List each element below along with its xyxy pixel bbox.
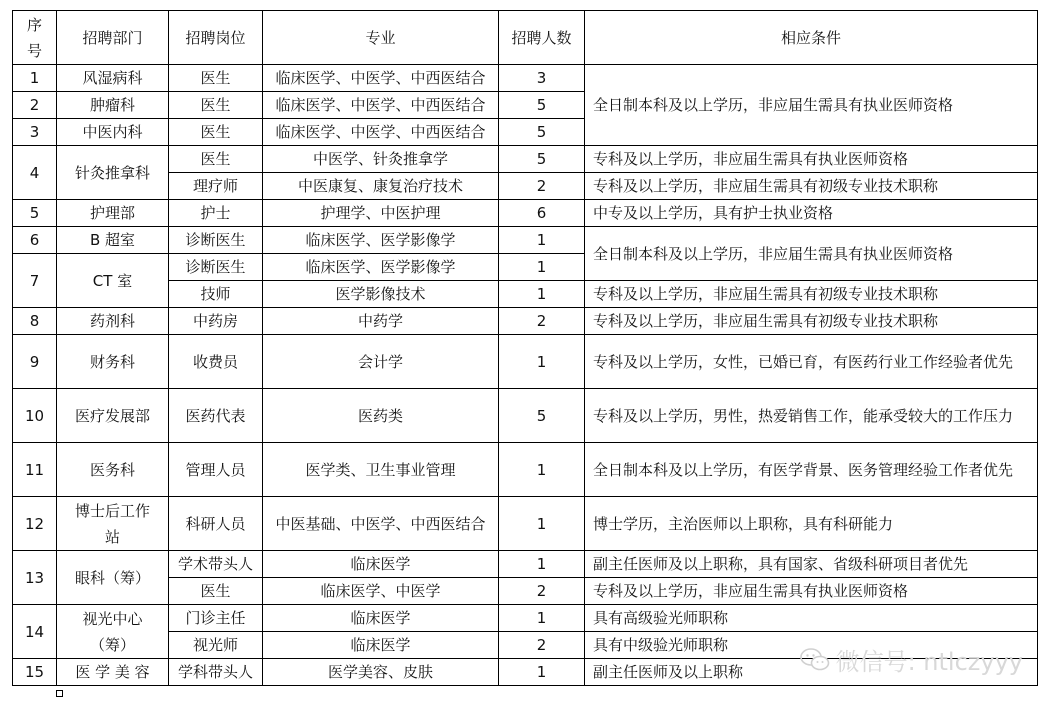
cell-major: 中医康复、康复治疗技术 bbox=[263, 173, 499, 200]
cell-count: 2 bbox=[499, 173, 585, 200]
cell-major: 临床医学 bbox=[263, 605, 499, 632]
cell-conditions: 副主任医师及以上职称 bbox=[585, 659, 1038, 686]
cell-post: 收费员 bbox=[169, 335, 263, 389]
table-row bbox=[13, 551, 1038, 578]
cell-conditions: 全日制本科及以上学历，非应届生需具有执业医师资格 bbox=[585, 65, 1038, 146]
cell-post: 管理人员 bbox=[169, 443, 263, 497]
cell-count: 1 bbox=[499, 497, 585, 551]
cell-dept: 医疗发展部 bbox=[57, 389, 169, 443]
cell-post: 门诊主任 bbox=[169, 605, 263, 632]
cell-seq: 10 bbox=[13, 389, 57, 443]
cell-major: 中医学、针灸推拿学 bbox=[263, 146, 499, 173]
cell-major: 临床医学、中医学、中西医结合 bbox=[263, 92, 499, 119]
cell-dept: 医 学 美 容 bbox=[57, 659, 169, 686]
cell-count: 1 bbox=[499, 227, 585, 254]
header-dept: 招聘部门 bbox=[57, 11, 169, 65]
cell-count: 5 bbox=[499, 92, 585, 119]
cell-conditions: 专科及以上学历，非应届生需具有执业医师资格 bbox=[585, 578, 1038, 605]
cell-post: 医生 bbox=[169, 146, 263, 173]
cell-post: 科研人员 bbox=[169, 497, 263, 551]
cell-dept: 药剂科 bbox=[57, 308, 169, 335]
table-resize-handle[interactable] bbox=[56, 690, 63, 697]
header-seq: 序号 bbox=[13, 11, 57, 65]
cell-seq: 2 bbox=[13, 92, 57, 119]
header-count: 招聘人数 bbox=[499, 11, 585, 65]
cell-post: 学术带头人 bbox=[169, 551, 263, 578]
table-row bbox=[13, 200, 1038, 227]
cell-post: 医生 bbox=[169, 578, 263, 605]
cell-post: 医生 bbox=[169, 119, 263, 146]
cell-dept: CT 室 bbox=[57, 254, 169, 308]
cell-conditions: 中专及以上学历，具有护士执业资格 bbox=[585, 200, 1038, 227]
cell-seq: 6 bbox=[13, 227, 57, 254]
cell-post: 医生 bbox=[169, 92, 263, 119]
cell-major: 医药类 bbox=[263, 389, 499, 443]
cell-conditions: 具有中级验光师职称 bbox=[585, 632, 1038, 659]
cell-count: 2 bbox=[499, 578, 585, 605]
cell-major: 临床医学、医学影像学 bbox=[263, 227, 499, 254]
cell-seq: 7 bbox=[13, 254, 57, 308]
cell-major: 临床医学 bbox=[263, 632, 499, 659]
header-major: 专业 bbox=[263, 11, 499, 65]
cell-seq: 14 bbox=[13, 605, 57, 659]
cell-dept: 针灸推拿科 bbox=[57, 146, 169, 200]
cell-major: 医学美容、皮肤 bbox=[263, 659, 499, 686]
cell-count: 1 bbox=[499, 551, 585, 578]
cell-post: 诊断医生 bbox=[169, 254, 263, 281]
cell-major: 临床医学、中医学、中西医结合 bbox=[263, 119, 499, 146]
cell-count: 6 bbox=[499, 200, 585, 227]
cell-count: 1 bbox=[499, 281, 585, 308]
cell-count: 5 bbox=[499, 119, 585, 146]
cell-post: 学科带头人 bbox=[169, 659, 263, 686]
table-row bbox=[13, 308, 1038, 335]
cell-count: 3 bbox=[499, 65, 585, 92]
cell-seq: 9 bbox=[13, 335, 57, 389]
cell-dept: 肿瘤科 bbox=[57, 92, 169, 119]
table-row bbox=[13, 65, 1038, 92]
cell-dept: 眼科（筹） bbox=[57, 551, 169, 605]
cell-major: 临床医学、中医学 bbox=[263, 578, 499, 605]
cell-dept: 风湿病科 bbox=[57, 65, 169, 92]
table-row bbox=[13, 605, 1038, 632]
cell-dept: 视光中心（筹） bbox=[57, 605, 169, 659]
cell-major: 中医基础、中医学、中西医结合 bbox=[263, 497, 499, 551]
cell-dept: 财务科 bbox=[57, 335, 169, 389]
cell-post: 诊断医生 bbox=[169, 227, 263, 254]
cell-seq: 13 bbox=[13, 551, 57, 605]
cell-major: 护理学、中医护理 bbox=[263, 200, 499, 227]
cell-count: 2 bbox=[499, 632, 585, 659]
table-row bbox=[13, 389, 1038, 443]
cell-count: 1 bbox=[499, 254, 585, 281]
cell-conditions: 副主任医师及以上职称，具有国家、省级科研项目者优先 bbox=[585, 551, 1038, 578]
cell-major: 临床医学 bbox=[263, 551, 499, 578]
cell-conditions: 专科及以上学历，女性，已婚已育，有医药行业工作经验者优先 bbox=[585, 335, 1038, 389]
cell-seq: 4 bbox=[13, 146, 57, 200]
cell-dept: 中医内科 bbox=[57, 119, 169, 146]
cell-conditions: 专科及以上学历，非应届生需具有初级专业技术职称 bbox=[585, 173, 1038, 200]
cell-post: 医生 bbox=[169, 65, 263, 92]
cell-conditions: 全日制本科及以上学历，有医学背景、医务管理经验工作者优先 bbox=[585, 443, 1038, 497]
cell-post: 护士 bbox=[169, 200, 263, 227]
watermark-text: 微信号: ntlczyyy bbox=[835, 648, 1023, 676]
cell-post: 医药代表 bbox=[169, 389, 263, 443]
cell-dept: B 超室 bbox=[57, 227, 169, 254]
cell-count: 1 bbox=[499, 605, 585, 632]
cell-post: 中药房 bbox=[169, 308, 263, 335]
cell-count: 1 bbox=[499, 335, 585, 389]
wechat-icon bbox=[800, 647, 830, 673]
cell-seq: 3 bbox=[13, 119, 57, 146]
header-conditions: 相应条件 bbox=[585, 11, 1038, 65]
cell-major: 会计学 bbox=[263, 335, 499, 389]
cell-seq: 5 bbox=[13, 200, 57, 227]
cell-dept: 医务科 bbox=[57, 443, 169, 497]
cell-major: 中药学 bbox=[263, 308, 499, 335]
cell-conditions: 全日制本科及以上学历，非应届生需具有执业医师资格 bbox=[585, 227, 1038, 281]
cell-count: 1 bbox=[499, 659, 585, 686]
cell-seq: 15 bbox=[13, 659, 57, 686]
cell-conditions: 博士学历，主治医师以上职称，具有科研能力 bbox=[585, 497, 1038, 551]
cell-conditions: 专科及以上学历，非应届生需具有初级专业技术职称 bbox=[585, 308, 1038, 335]
cell-post: 理疗师 bbox=[169, 173, 263, 200]
cell-count: 5 bbox=[499, 389, 585, 443]
table-row bbox=[13, 497, 1038, 551]
cell-post: 视光师 bbox=[169, 632, 263, 659]
cell-conditions: 专科及以上学历，非应届生需具有初级专业技术职称 bbox=[585, 281, 1038, 308]
cell-dept: 博士后工作站 bbox=[57, 497, 169, 551]
cell-count: 1 bbox=[499, 443, 585, 497]
cell-major: 临床医学、医学影像学 bbox=[263, 254, 499, 281]
recruitment-table bbox=[12, 10, 1038, 686]
header-row bbox=[13, 11, 1038, 65]
table-row bbox=[13, 335, 1038, 389]
cell-conditions: 专科及以上学历，男性，热爱销售工作，能承受较大的工作压力 bbox=[585, 389, 1038, 443]
table-row bbox=[13, 227, 1038, 254]
cell-dept: 护理部 bbox=[57, 200, 169, 227]
cell-seq: 1 bbox=[13, 65, 57, 92]
cell-seq: 11 bbox=[13, 443, 57, 497]
cell-major: 医学影像技术 bbox=[263, 281, 499, 308]
table-row bbox=[13, 443, 1038, 497]
cell-seq: 8 bbox=[13, 308, 57, 335]
cell-major: 临床医学、中医学、中西医结合 bbox=[263, 65, 499, 92]
cell-conditions: 具有高级验光师职称 bbox=[585, 605, 1038, 632]
cell-post: 技师 bbox=[169, 281, 263, 308]
header-post: 招聘岗位 bbox=[169, 11, 263, 65]
cell-seq: 12 bbox=[13, 497, 57, 551]
cell-count: 2 bbox=[499, 308, 585, 335]
table-row bbox=[13, 146, 1038, 173]
cell-conditions: 专科及以上学历，非应届生需具有执业医师资格 bbox=[585, 146, 1038, 173]
cell-major: 医学类、卫生事业管理 bbox=[263, 443, 499, 497]
watermark bbox=[800, 642, 1023, 677]
cell-count: 5 bbox=[499, 146, 585, 173]
